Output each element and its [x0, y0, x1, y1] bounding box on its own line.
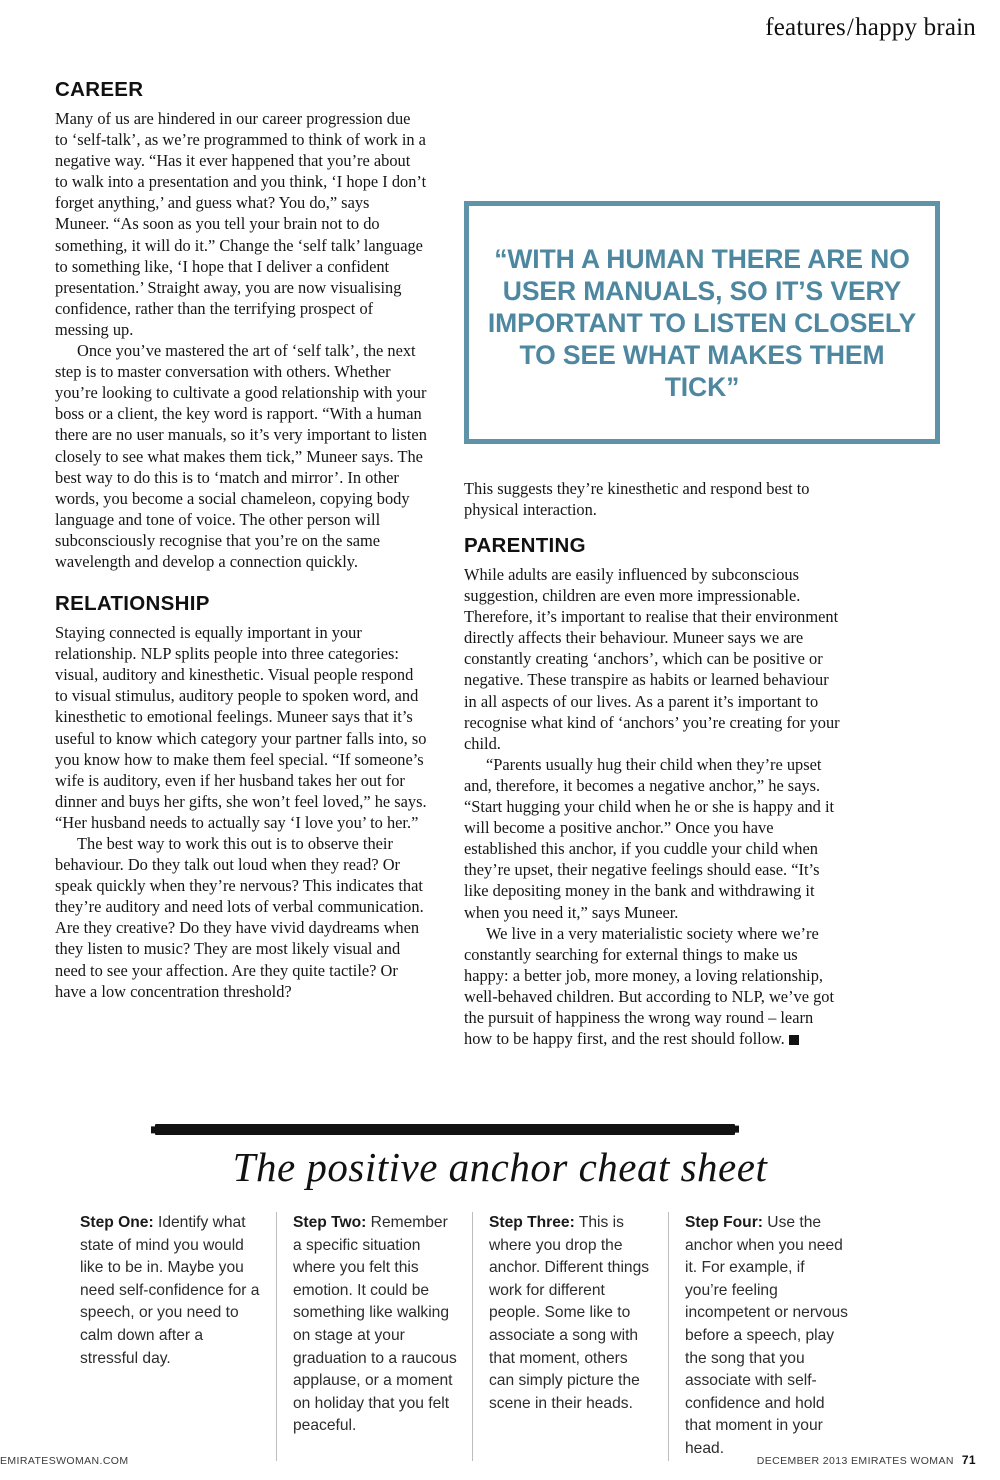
page-number: 71 [961, 1453, 976, 1467]
right-column-parenting [464, 534, 844, 1049]
end-mark-icon [789, 1035, 799, 1045]
cheat-step-one-label: Step One: [80, 1214, 154, 1231]
header-section: features [765, 14, 846, 41]
relationship-paragraph-1: Staying connected is equally important in your relationship. NLP splits people into three categories: visual, auditory and kinesthetic. Visual people respond to visual stimulus, auditory people to spoken word, and kinesthetic to emotional feelings. Muneer says that it’s useful to know which category your partner falls into, so you know how to make them feel special. “If someone’s wife is auditory, even if her husband takes her out for dinner and buys her gifts, she won’t feel loved,” he says. “Her husband needs to actually say ‘I love you’ to her.” [55, 623, 427, 832]
footer-issue-block [757, 1453, 976, 1467]
pull-quote-box [464, 201, 940, 444]
section-spacer [55, 572, 427, 592]
cheat-step-four [668, 1212, 864, 1461]
cheat-sheet-title: The positive anchor cheat sheet [232, 1144, 768, 1190]
cheat-step-two [276, 1212, 472, 1461]
cheat-step-two-label: Step Two: [293, 1214, 367, 1231]
footer-issue: DECEMBER 2013 EMIRATES WOMAN [756, 1455, 954, 1467]
heading-relationship: RELATIONSHIP [55, 592, 210, 616]
cheat-step-one-text: Identify what state of mind you would like to be in. Maybe you need self-confidence for a speech, or you need to calm down after a stressful day. [80, 1214, 260, 1367]
left-column [55, 78, 427, 1002]
header-subsection: happy brain [855, 14, 976, 41]
parenting-paragraph-2: “Parents usually hug their child when they’re upset and, therefore, it becomes a negative anchor,” he says. “Start hugging your child when he or she is happy and it will become a positive anchor.” Once you have established this anchor, if you cuddle your child when they’re upset, their negative feelings should ease. “It’s like depositing money in the bank and withdrawing it when you need it,” says Muneer. [464, 754, 835, 922]
cheat-step-three-label: Step Three: [489, 1214, 575, 1231]
intro-paragraph: This suggests they’re kinesthetic and respond best to physical interaction. [464, 479, 810, 520]
page-header [765, 14, 976, 42]
cheat-step-four-label: Step Four: [685, 1214, 763, 1231]
cheat-sheet-steps [80, 1212, 920, 1461]
career-paragraph-1: Many of us are hindered in our career progression due to ‘self-talk’, as we’re programmed to think of work in a negative way. “Has it ever happened that you’re about to walk into a presentation and you think, ‘I hope I don’t forget anything,’ and guess what? You do,” says Muneer. “As soon as you tell your brain not to do something, it will do it.” Change the ‘self talk’ language to something like, ‘I hope that I deliver a confident presentation.’ Straight away, you are now visualising confidence, rather than the terrifying prospect of messing up. [55, 109, 427, 339]
cheat-sheet-rule [155, 1124, 735, 1135]
right-column-intro [464, 478, 844, 520]
heading-parenting: PARENTING [464, 534, 586, 557]
footer-website: EMIRATESWOMAN.COM [0, 1455, 129, 1467]
parenting-paragraph-3-text: We live in a very materialistic society where we’re constantly searching for external things to make us happy: a better job, more money, a loving relationship, well-behaved children. But according to NLP, we’ve got the pursuit of happiness the wrong way round – learn how to be happy first, and the rest should follow. [464, 923, 835, 1049]
header-slash: / [846, 14, 855, 41]
relationship-paragraph-2: The best way to work this out is to observe their behaviour. Do they talk out loud when they read? Or speak quickly when they’re nervous? This indicates that they’re auditory and need lots of verbal communication. Are they creative? Do they have vivid daydreams when they listen to music? They are most likely visual and need to see your affection. Are they quite tactile? Or have a low concentration threshold? [55, 834, 424, 1001]
heading-career: CAREER [55, 78, 144, 101]
cheat-step-three [472, 1212, 668, 1461]
parenting-paragraph-1: While adults are easily influenced by subconscious suggestion, children are even more impressionable. Therefore, it’s important to realise that their environment directly affects their behaviour. Muneer says we are constantly creating ‘anchors’, which can be positive or negative. These transpire as habits or learned behaviour in all aspects of our lives. As a parent it’s important to recognise what kind of ‘anchors’ you’re creating for your child. [464, 565, 840, 753]
pull-quote-text: “WITH A HUMAN THERE ARE NO USER MANUALS, SO IT’S VERY IMPORTANT TO LISTEN CLOSELY TO SEE WHAT MAKES THEM TICK” [487, 243, 917, 402]
parenting-paragraph-3 [464, 923, 844, 1050]
career-paragraph-2: Once you’ve mastered the art of ‘self talk’, the next step is to master conversation with others. Whether you’re looking to cultivate a good relationship with your boss or a client, the key word is rapport. “With a human there are no user manuals, so it’s very important to listen closely to see what makes them tick,” Muneer says. The best way to do this is to ‘match and mirror’. In other words, you become a social chameleon, copying body language and tone of voice. The other person will subconsciously recognise that you’re on the same wavelength and develop a connection quickly. [55, 341, 427, 571]
cheat-step-four-text: Use the anchor when you need it. For example, if you’re feeling incompetent or nervous before a speech, play the song that you associate with self-confidence and hold that moment in your head. [685, 1214, 848, 1457]
cheat-step-one [80, 1212, 276, 1461]
cheat-step-three-text: This is where you drop the anchor. Different things work for different people. Some like to associate a song with that moment, others can simply picture the scene in their heads. [489, 1214, 650, 1412]
cheat-step-two-text: Remember a specific situation where you felt this emotion. It could be something like walking on stage at your graduation to a raucous applause, or a moment on holiday that you felt peaceful. [293, 1214, 457, 1435]
